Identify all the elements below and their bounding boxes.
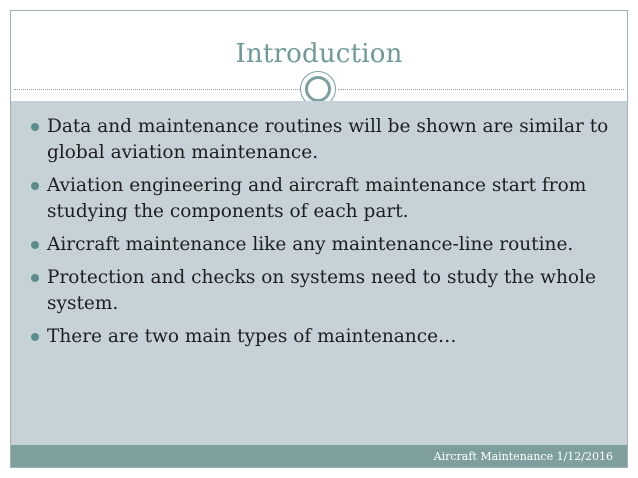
- bullet-dot-icon: [31, 182, 39, 190]
- separator-circle-inner: [305, 76, 331, 102]
- bullet-text: Protection and checks on systems need to study the whole system.: [47, 267, 596, 314]
- bullet-item: [31, 324, 611, 350]
- bullet-item: [31, 265, 611, 317]
- content-area: [11, 101, 627, 445]
- bullet-text: Data and maintenance routines will be shown are similar to global aviation maintenance.: [47, 116, 609, 163]
- bullet-item: [31, 114, 611, 166]
- bullet-item: [31, 232, 611, 258]
- slide-title: Introduction: [235, 39, 403, 69]
- bullet-dot-icon: [31, 333, 39, 341]
- bullet-list: [31, 114, 611, 357]
- bullet-text: There are two main types of maintenance…: [47, 326, 457, 347]
- footer-label: Aircraft Maintenance: [433, 450, 554, 463]
- separator-line-left: [14, 89, 300, 90]
- bullet-text: Aviation engineering and aircraft maintenance start from studying the components of each part.: [47, 175, 587, 222]
- footer-date: 1/12/2016: [556, 450, 613, 463]
- footer-text: [434, 450, 613, 463]
- bullet-dot-icon: [31, 241, 39, 249]
- bullet-item: [31, 173, 611, 225]
- bullet-dot-icon: [31, 123, 39, 131]
- footer-bar: [11, 445, 627, 467]
- separator-line-right: [338, 89, 624, 90]
- bullet-dot-icon: [31, 274, 39, 282]
- bullet-text: Aircraft maintenance like any maintenance-line routine.: [47, 234, 574, 255]
